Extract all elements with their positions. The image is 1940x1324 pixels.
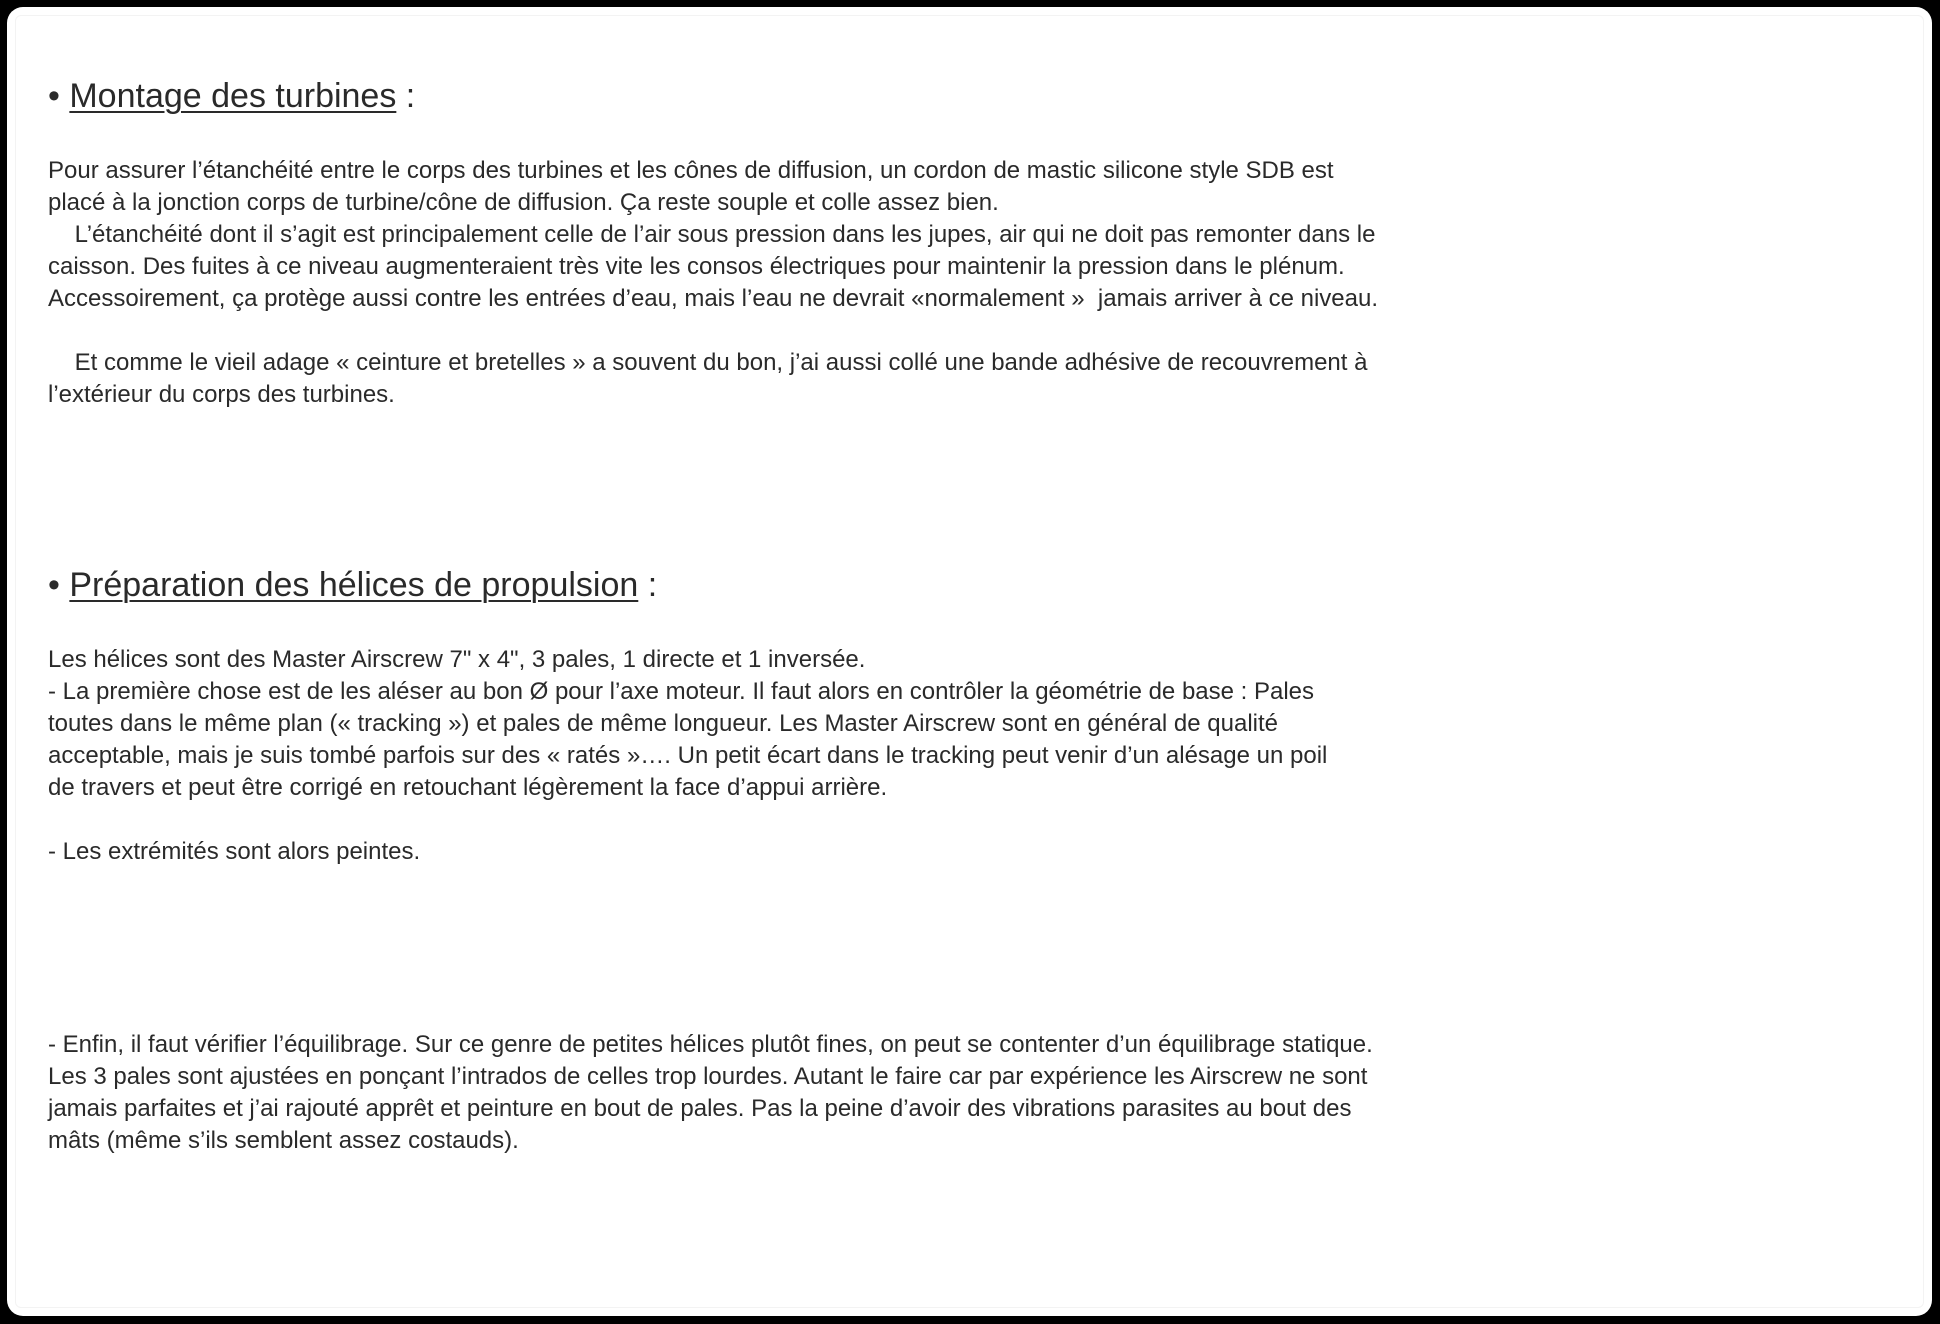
section-title: Préparation des hélices de propulsion [69,566,639,604]
paragraph-line: toutes dans le même plan (« tracking ») et pales de même longueur. Les Master Airscrew sont en général de qualité [48,710,1279,737]
paragraph-line: - Enfin, il faut vérifier l’équilibrage. Sur ce genre de petites hélices plutôt fines, on peut se contenter d’un équilibrage statique. [48,1031,1373,1058]
paragraph-line: jamais parfaites et j’ai rajouté apprêt et peinture en bout de pales. Pas la peine d’avoir des vibrations parasites au bout des [48,1095,1352,1122]
bullet: • [48,566,70,604]
paragraph-line: mâts (même s’ils semblent assez costauds). [48,1127,519,1154]
paragraph-line: l’extérieur du corps des turbines. [48,381,395,408]
paragraph-line: Les hélices sont des Master Airscrew 7" x 4", 3 pales, 1 directe et 1 inversée. [48,646,866,673]
paragraph-line: L’étanchéité dont il s’agit est principalement celle de l’air sous pression dans les jupes, air qui ne doit pas remonter dans le [48,221,1376,248]
paragraph-line: acceptable, mais je suis tombé parfois sur des « ratés »…. Un petit écart dans le tracking peut venir d’un alésage un poil [48,742,1328,769]
section-heading-preparation-helices [48,565,657,605]
paragraph-line: Et comme le vieil adage « ceinture et bretelles » a souvent du bon, j’ai aussi collé une bande adhésive de recouvrement à [48,349,1368,376]
section-title: Montage des turbines [69,77,397,115]
paragraph-line: caisson. Des fuites à ce niveau augmenteraient très vite les consos électriques pour maintenir la pression dans le plénum. [48,253,1345,280]
heading-suffix: : [638,566,658,604]
paragraph-line: placé à la jonction corps de turbine/cône de diffusion. Ça reste souple et colle assez bien. [48,189,999,216]
heading-suffix: : [396,77,416,115]
paragraph-line: Accessoirement, ça protège aussi contre les entrées d’eau, mais l’eau ne devrait «normalement » jamais arriver à ce niveau. [48,285,1378,312]
paragraph-line: - Les extrémités sont alors peintes. [48,838,421,865]
paragraph-line: de travers et peut être corrigé en retouchant légèrement la face d’appui arrière. [48,774,888,801]
paragraph-line: - La première chose est de les aléser au bon Ø pour l’axe moteur. Il faut alors en contrôler la géométrie de base : Pales [48,678,1315,705]
section-heading-montage-turbines [48,76,415,116]
bullet: • [48,77,70,115]
paragraph-line: Pour assurer l’étanchéité entre le corps des turbines et les cônes de diffusion, un cordon de mastic silicone style SDB est [48,157,1334,184]
paragraph-line: Les 3 pales sont ajustées en ponçant l’intrados de celles trop lourdes. Autant le faire car par expérience les Airscrew ne sont [48,1063,1368,1090]
